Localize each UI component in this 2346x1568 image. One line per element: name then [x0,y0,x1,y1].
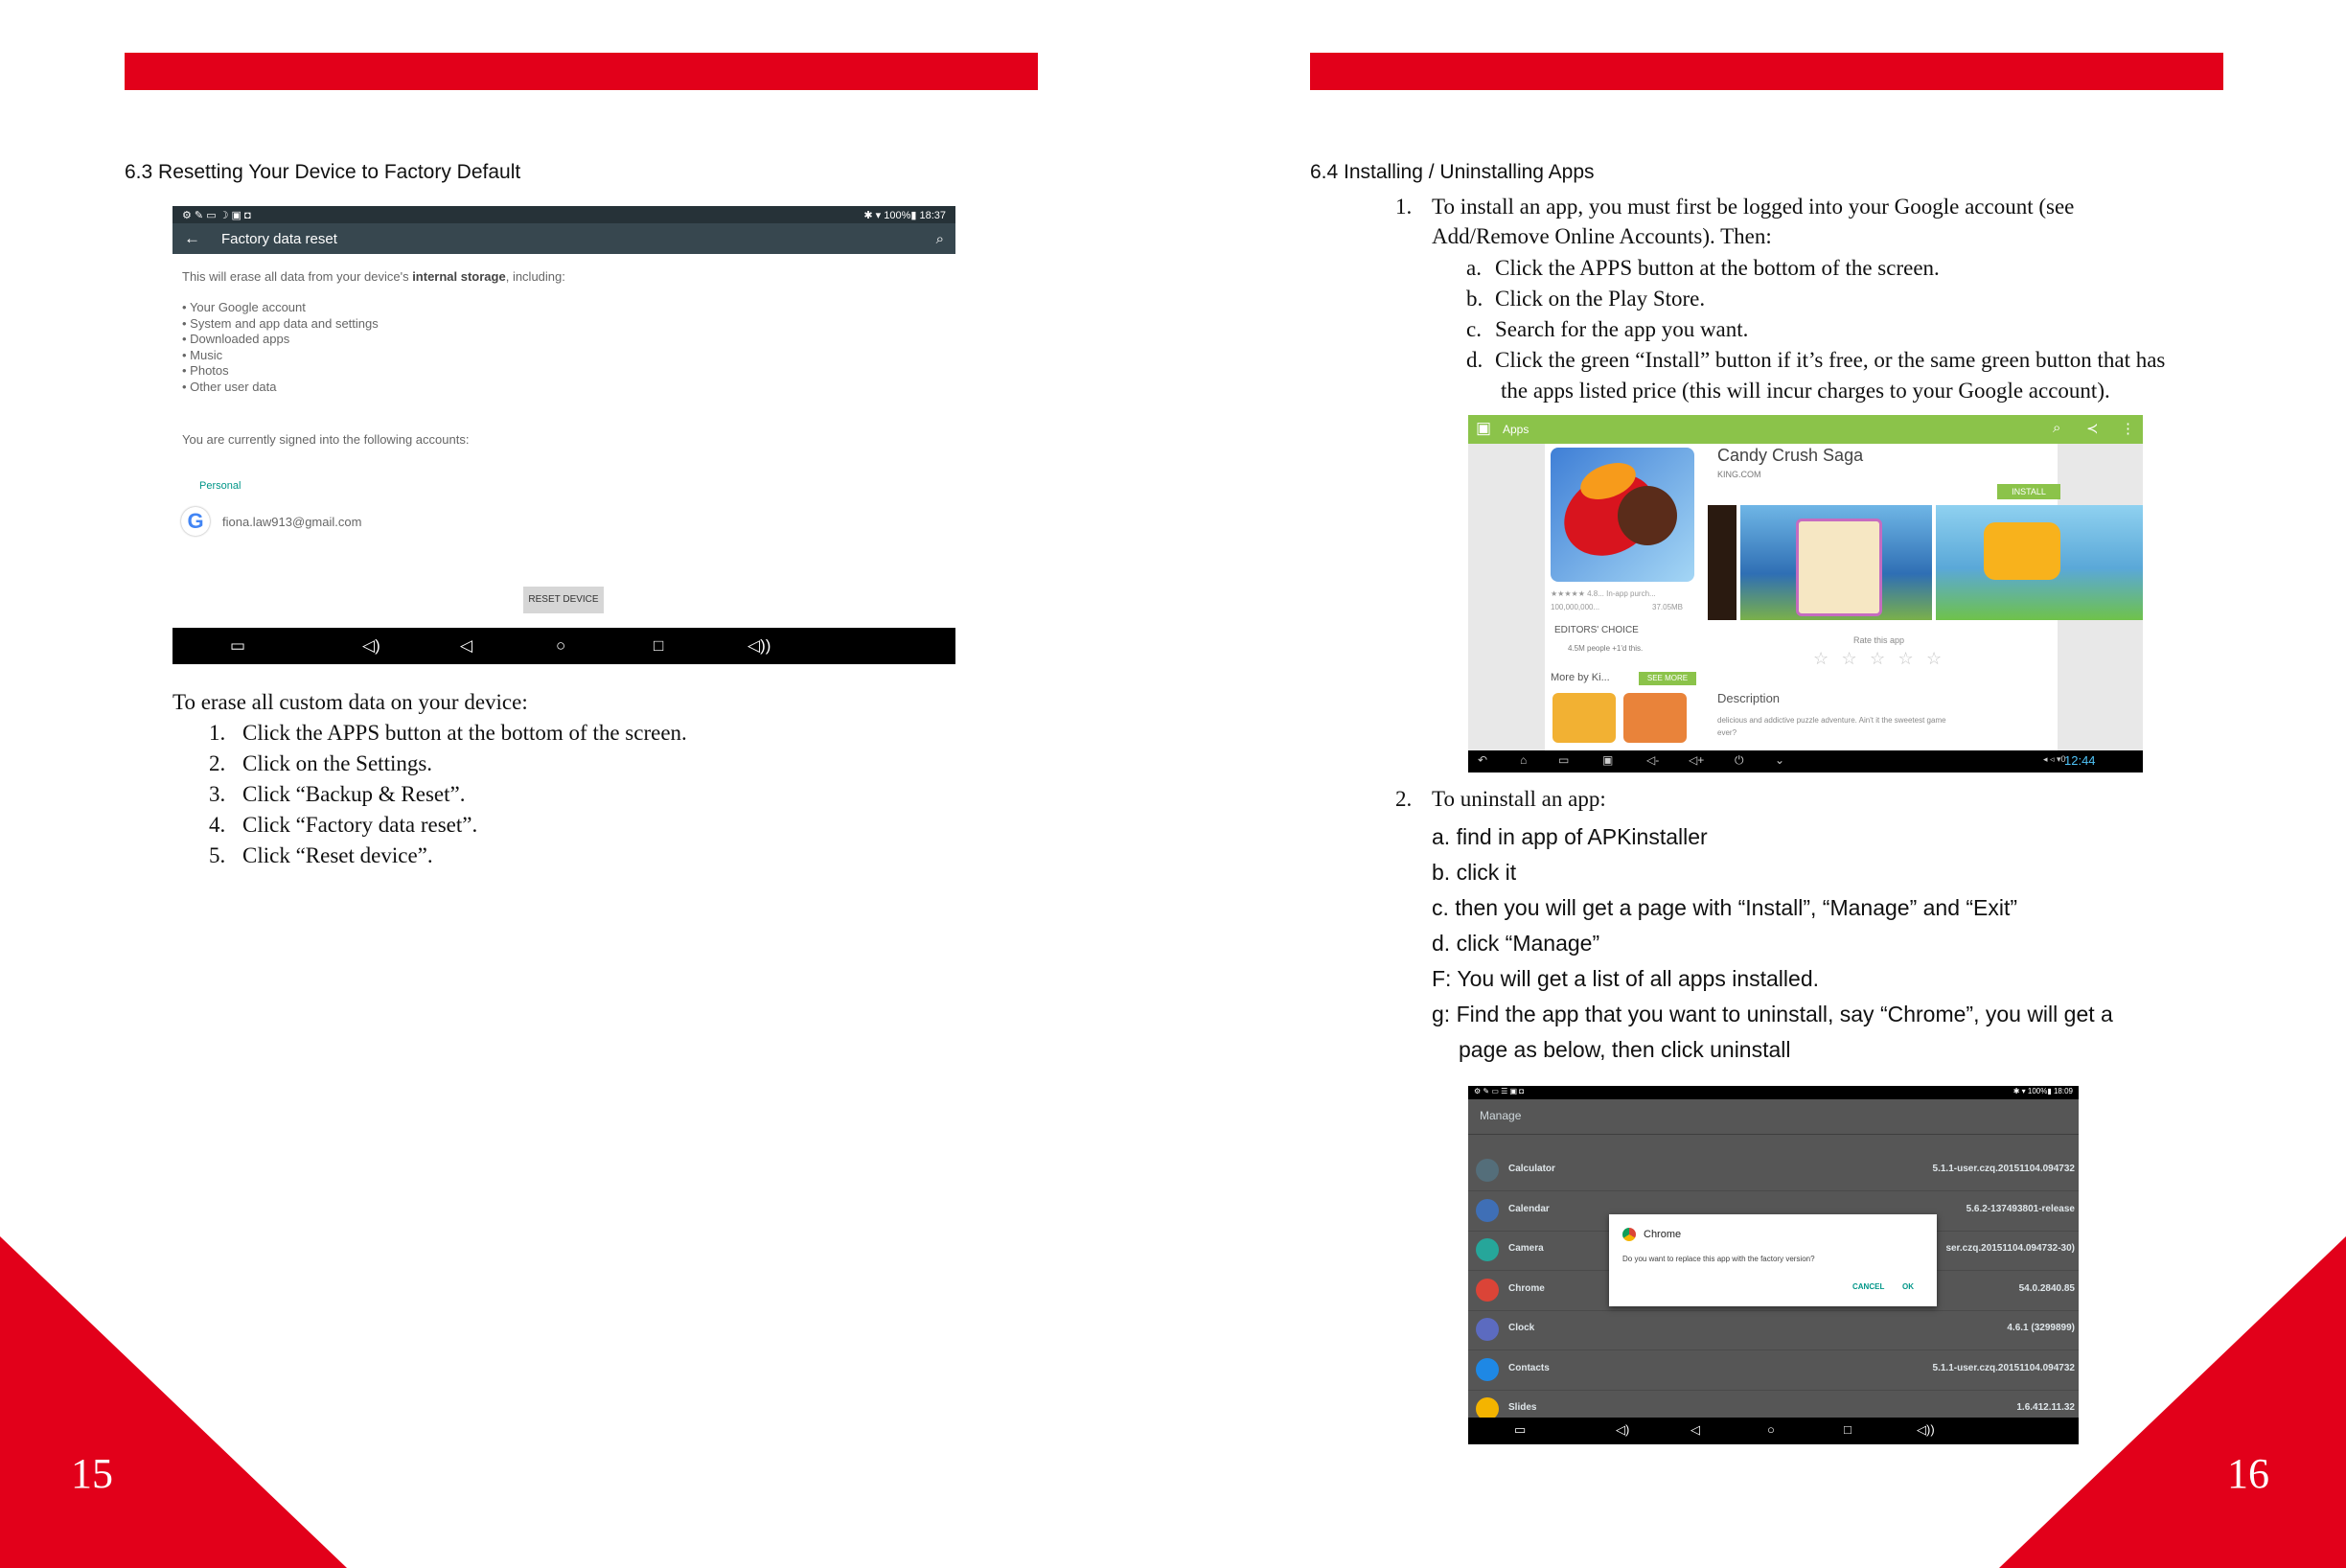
bullet-text: Your Google account [189,300,306,314]
header-bar-right [1310,53,2223,90]
store-menu-icon[interactable]: ⋮ [2121,421,2135,437]
screenshot-strip [1708,505,2143,620]
star-icon[interactable]: ☆ [1925,649,1943,668]
app-version: 5.1.1-user.czq.20151104.094732 [1932,1362,2075,1373]
status-icons: ⚙ ✎ ▭ ☽ ▣ ◘ [182,209,251,221]
description-title: Description [1717,691,1781,705]
nav-bar [172,628,955,664]
intro-bold: internal storage [412,269,506,284]
nav-expand-icon[interactable]: ⌄ [1775,753,1785,767]
app-icon [1476,1279,1499,1302]
step-number: 2. [209,751,226,775]
nav-back-icon[interactable]: ↶ [1478,753,1488,767]
bullet-text: Other user data [190,379,277,394]
store-nav-bar [1468,750,2143,772]
bullet-text: System and app data and settings [190,315,379,331]
star-icon[interactable]: ☆ [1841,649,1857,668]
nav-home-icon[interactable]: ⌂ [1520,753,1528,767]
screenshot-icon[interactable]: ▭ [230,636,246,655]
intro-prefix: This will erase all data from your device's [182,269,413,284]
app-version: 4.6.1 (3299899) [2007,1323,2075,1333]
step-number: 1. [209,721,226,745]
toolbar-title: Factory data reset [221,230,337,247]
app-icon [1476,1159,1499,1182]
step-text: Click on the Settings. [242,751,433,775]
replace-dialog [1609,1214,1937,1306]
install-line-2: Add/Remove Online Accounts). Then: [1432,224,1772,248]
dialog-cancel-button[interactable]: CANCEL [1852,1282,1885,1291]
install-substep [1466,314,1749,345]
store-screenshot-3 [1936,505,2143,620]
app-version: 5.6.2-137493801-release [1966,1203,2075,1214]
play-store-screenshot [1468,415,2143,772]
app-icon [1476,1199,1499,1222]
search-icon[interactable]: ⌕ [935,230,944,247]
back-icon[interactable]: ◁ [460,636,473,655]
store-screenshot-2 [1740,505,1932,620]
nav-power-icon[interactable]: ⏻ [1735,753,1744,767]
app-name: Clock [1508,1323,1535,1333]
candy-crush-app-icon [1551,448,1694,582]
install-substep [1466,253,1940,284]
more-app-icon-2 [1623,693,1687,743]
bullet-text: Photos [190,363,229,378]
nav-screenshot-icon[interactable]: ▣ [1602,753,1614,767]
uninstall-step: g: Find the app that you want to uninstall, say “Chrome”, you will get a [1432,1002,2113,1026]
uninstall-step: d. click “Manage” [1432,931,1600,956]
bullet-item [182,380,379,396]
step-number: 3. [209,782,226,806]
uninstall-heading: To uninstall an app: [1432,787,1606,811]
app-name: Calculator [1508,1164,1555,1174]
status-clock: ✱ ▾ 100%▮ 18:37 [863,209,946,221]
more-app-icon-1 [1552,693,1616,743]
store-share-icon[interactable]: ≺ [2086,421,2099,437]
section-title-right: 6.4 Installing / Uninstalling Apps [1310,161,1595,183]
candy-chocolate-shape [1618,486,1677,545]
erase-intro-text: To erase all custom data on your device: [172,690,528,714]
manage-voldown-icon[interactable]: ◁) [1616,1422,1630,1437]
description-text: delicious and addictive puzzle adventure. Ain't it the sweetest game [1717,716,1946,725]
more-by-label: More by Ki... [1551,672,1610,683]
chrome-icon [1622,1228,1636,1241]
nav-volup-icon[interactable]: ◁+ [1689,753,1705,767]
accounts-text: You are currently signed into the following accounts: [182,432,470,447]
erase-intro [182,269,565,284]
step-text: Click “Backup & Reset”. [242,782,466,806]
corner-triangle-left [0,1236,347,1568]
bullet-item [182,332,379,348]
step-number: 5. [209,843,226,867]
app-name: Slides [1508,1402,1537,1413]
store-size: 37.05MB [1652,603,1684,611]
star-icon[interactable]: ☆ [1813,649,1829,668]
manage-status-icons: ⚙ ✎ ▭ ☰ ▣ ◘ [1474,1087,1525,1095]
install-substep-d-continued: the apps listed price (this will incur charges to your Google account). [1501,379,2110,403]
step-text: Click “Factory data reset”. [242,813,478,837]
substep-label: d. [1466,348,1484,372]
bullet-item [182,348,379,364]
app-name: Chrome [1508,1282,1545,1294]
reset-steps-list [209,718,687,871]
plus-one-text: 4.5M people +1'd this. [1568,644,1644,653]
bullet-dot: • [182,363,191,378]
app-version: 1.6.412.11.32 [2016,1402,2075,1413]
app-name: Camera [1508,1243,1544,1254]
app-icon [1476,1358,1499,1381]
store-rating: ★★★★★ 4.8... In-app purch... [1551,589,1656,598]
bullet-dot: • [182,315,191,331]
see-more-button[interactable]: SEE MORE [1639,672,1696,685]
star-icon[interactable]: ☆ [1869,649,1886,668]
store-developer: KING.COM [1717,470,1761,479]
store-toolbar [1468,415,2143,444]
reset-step [209,779,466,810]
uninstall-step: page as below, then click uninstall [1459,1037,1791,1062]
manage-screenshot [1468,1086,2079,1444]
uninstall-step: a. find in app of APKinstaller [1432,824,1708,849]
dialog-message: Do you want to replace this app with the factory version? [1622,1255,1815,1263]
manage-screenshot-icon[interactable]: ▭ [1514,1422,1527,1437]
volume-down-icon[interactable]: ◁) [362,636,380,655]
substep-label: b. [1466,287,1484,311]
install-substep [1466,345,2166,376]
app-version: 5.1.1-user.czq.20151104.094732 [1932,1164,2075,1174]
account-email: fiona.law913@gmail.com [222,515,362,529]
data-bullet-list [182,300,379,395]
store-toolbar-title: Apps [1503,423,1530,436]
app-icon [1476,1238,1499,1261]
store-app-name: Candy Crush Saga [1717,446,1864,465]
status-bar [172,206,955,223]
manage-back-icon[interactable]: ◁ [1690,1422,1700,1437]
app-version: ser.czq.20151104.094732-30) [1945,1243,2075,1254]
volume-up-icon[interactable]: ◁)) [748,636,771,655]
step-number: 4. [209,813,226,837]
app-row[interactable] [1468,1310,2079,1350]
manage-volup-icon[interactable]: ◁)) [1917,1422,1935,1437]
manage-title: Manage [1480,1109,1522,1122]
uninstall-steps-list [1432,824,2113,1072]
store-screenshot-1 [1708,505,1736,620]
manage-status-bar [1468,1086,2079,1099]
recents-icon[interactable]: □ [654,636,664,655]
reset-device-button[interactable]: RESET DEVICE [523,587,604,613]
back-arrow-icon[interactable]: ← [184,229,200,247]
store-bag-icon: ▣ [1476,419,1492,437]
bullet-dot: • [182,347,191,362]
reset-step [209,841,433,871]
bullet-dot: • [182,332,191,346]
bullet-item [182,300,379,316]
manage-title-divider [1468,1134,2079,1135]
substep-text: Search for the app you want. [1495,317,1749,341]
install-item-number: 1. [1395,195,1413,219]
header-bar-left [125,53,1038,90]
reset-step [209,810,478,841]
app-name: Calendar [1508,1203,1550,1214]
nav-right-status: ◂ ◃ ▾0 [2043,754,2066,764]
account-label: Personal [199,480,242,492]
description-text-2: ever? [1717,728,1737,737]
bullet-dot: • [182,300,190,314]
editors-choice: EDITORS' CHOICE [1554,625,1639,635]
nav-voldown-icon[interactable]: ◁- [1646,753,1660,767]
uninstall-step: F: You will get a list of all apps installed. [1432,966,1820,991]
dialog-ok-button[interactable]: OK [1902,1282,1914,1291]
section-title-left: 6.3 Resetting Your Device to Factory Default [125,161,521,183]
app-row[interactable] [1468,1151,2079,1191]
dialog-title: Chrome [1644,1229,1682,1240]
rating-stars[interactable] [1813,649,1942,669]
manage-nav-bar [1468,1418,2079,1444]
bullet-dot: • [182,379,191,394]
app-version: 54.0.2840.85 [2018,1282,2075,1294]
app-name: Contacts [1508,1362,1550,1373]
substep-text: Click on the Play Store. [1495,287,1706,311]
bullet-item [182,316,379,333]
store-screenshot-2-panel [1796,519,1882,616]
intro-suffix: , including: [505,269,565,284]
bullet-text: Music [190,347,223,362]
reset-step [209,718,687,749]
app-icon [1476,1318,1499,1341]
page-number-right: 16 [2227,1450,2269,1497]
bullet-item [182,363,379,380]
uninstall-item-number: 2. [1395,787,1413,811]
substep-label: c. [1466,317,1482,341]
step-text: Click “Reset device”. [242,843,433,867]
manage-recents-icon[interactable]: □ [1844,1422,1852,1437]
candy-crush-logo [1984,522,2060,580]
install-line-1: To install an app, you must first be logged into your Google account (see [1432,195,2075,219]
install-substeps [1466,253,2166,376]
substep-label: a. [1466,256,1482,280]
uninstall-step: b. click it [1432,860,1517,885]
store-downloads: 100,000,000... [1551,603,1600,611]
install-button[interactable]: INSTALL [1997,484,2060,499]
uninstall-step: c. then you will get a page with “Install”, “Manage” and “Exit” [1432,895,2018,920]
google-icon: G [181,507,210,536]
store-search-icon[interactable]: ⌕ [2053,420,2061,436]
rate-this-app-label: Rate this app [1853,635,1905,645]
app-row[interactable] [1468,1350,2079,1391]
store-clock: 12:44 [2064,753,2096,768]
bullet-text: Downloaded apps [190,332,290,346]
substep-text: Click the APPS button at the bottom of the screen. [1495,256,1940,280]
manage-home-icon[interactable]: ○ [1767,1422,1775,1437]
page-number-left: 15 [71,1450,113,1497]
toolbar [172,223,955,254]
star-icon[interactable]: ☆ [1898,649,1914,668]
nav-recents-icon[interactable]: ▭ [1558,753,1570,767]
reset-step [209,749,433,779]
manage-status-clock: ✱ ▾ 100%▮ 18:09 [2012,1087,2073,1095]
home-icon[interactable]: ○ [556,636,566,655]
step-text: Click the APPS button at the bottom of the screen. [242,721,687,745]
install-substep [1466,284,1706,314]
substep-text: Click the green “Install” button if it’s free, or the same green button that has [1495,348,2166,372]
factory-reset-screenshot [172,206,955,664]
